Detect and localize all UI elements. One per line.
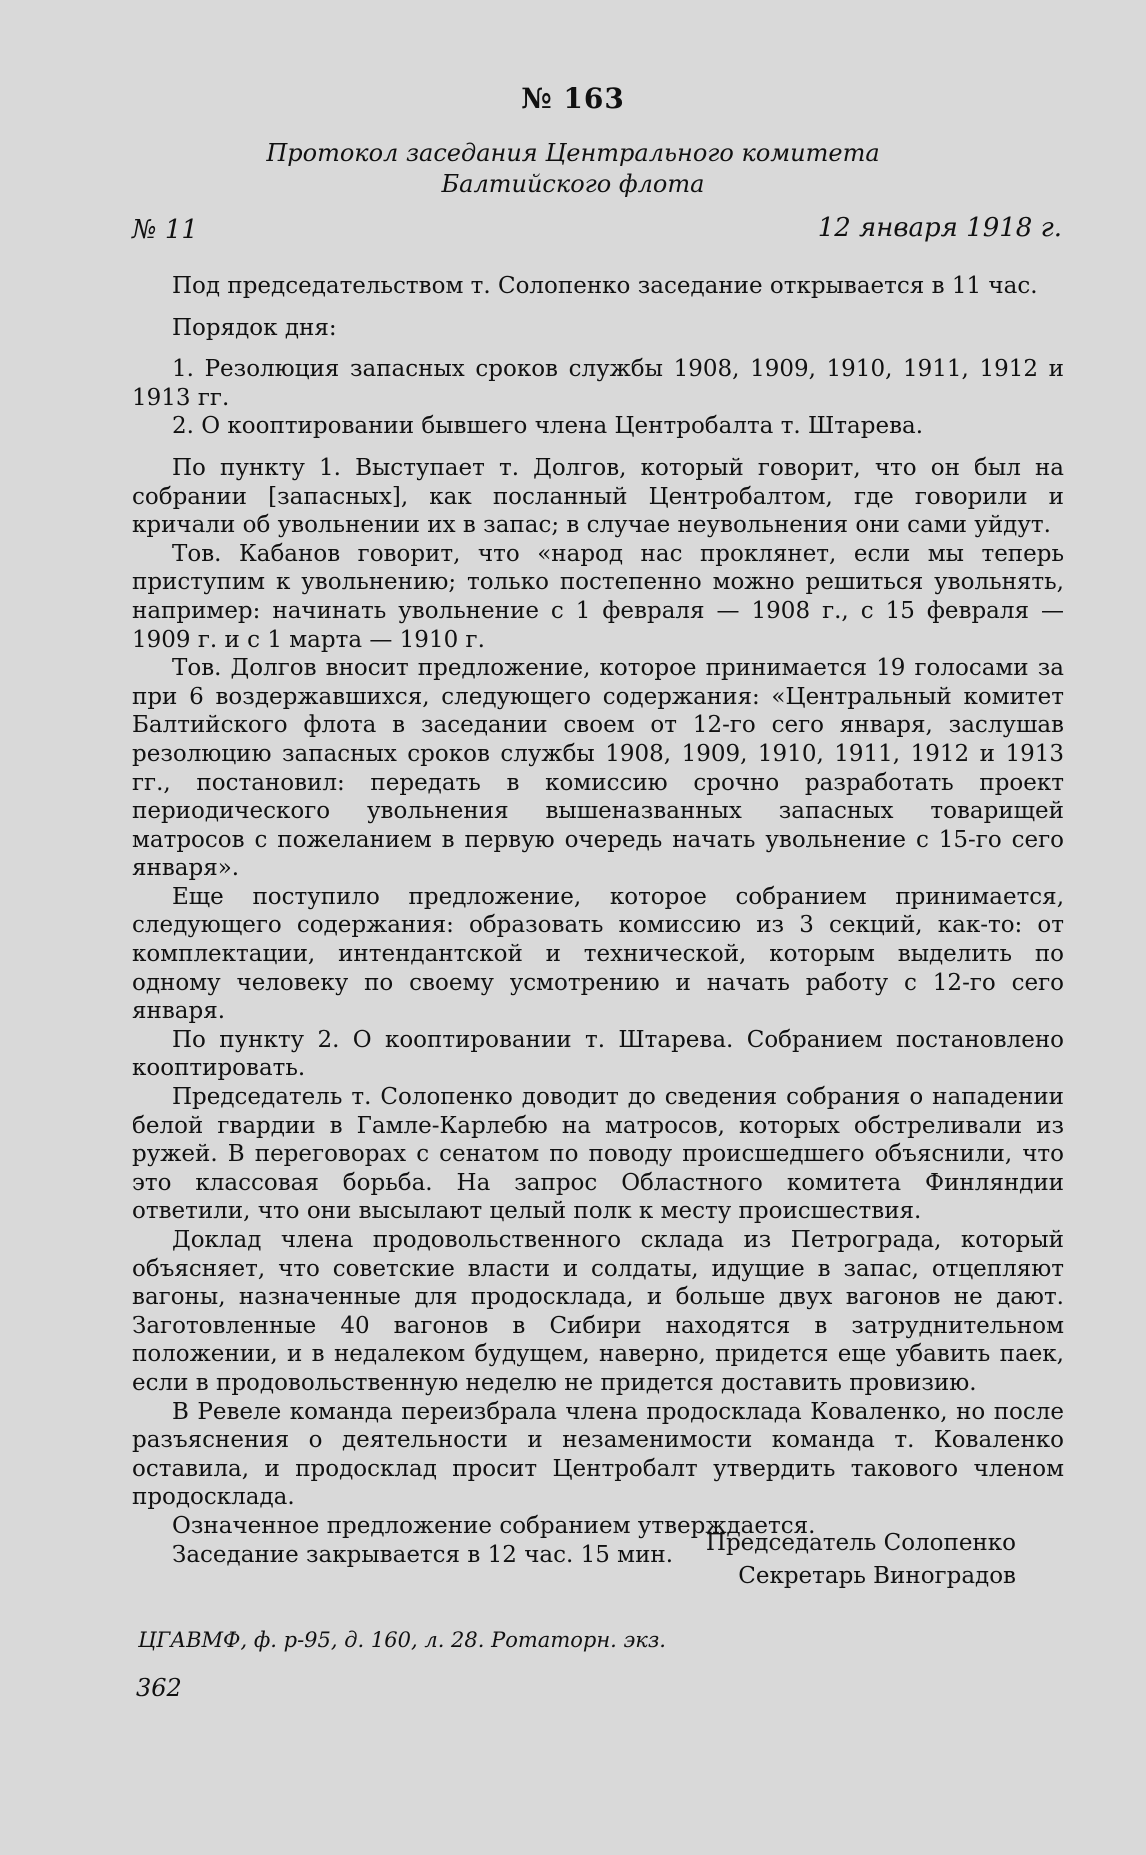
page-number: 362 (136, 1674, 182, 1702)
agenda-item-2: 2. О кооптировании бывшего члена Центробалта т. Штарева. (172, 413, 924, 440)
document-body (132, 272, 1064, 1569)
archive-source-note: ЦГАВМФ, ф. р-95, д. 160, л. 28. Ротаторн. экз. (138, 1628, 666, 1652)
protocol-number: № 11 (132, 215, 198, 245)
protocol-date: 12 января 1918 г. (817, 213, 1062, 243)
paragraph-reval-kovalenko: В Ревеле команда переизбрала члена продосклада Коваленко, но после разъяснения о деятельности и незаменимости команда т. Коваленко оставила, и продосклад просит Центробалт утвердить такового членом продосклада. (132, 1398, 1064, 1511)
paragraph-chairman-opening: Под председательством т. Солопенко заседание открывается в 11 час. (172, 273, 1038, 299)
paragraph-meeting-closed: Заседание закрывается в 12 час. 15 мин. (172, 1541, 674, 1568)
paragraph-proposal-approved: Означенное предложение собранием утверждается. (172, 1512, 816, 1539)
title-line-2: Балтийского флота (441, 170, 705, 198)
document-number: № 163 (521, 82, 625, 115)
paragraph-dolgov-speech: По пункту 1. Выступает т. Долгов, который говорит, что он был на собрании [запасных], как посланный Центробалтом, где говорили и кричали об увольнении их в запас; в случае неувольнения они сами уйдут. (132, 454, 1064, 539)
title-line-1: Протокол заседания Центрального комитета (266, 139, 880, 167)
signature-chair: Председатель Солопенко (705, 1530, 1016, 1556)
signatures (0, 1527, 1016, 1593)
document-title (0, 138, 1146, 200)
paragraph-item-2-decision: По пункту 2. О кооптировании т. Штарева. Собранием постановлено кооптировать. (132, 1026, 1064, 1082)
paragraph-white-guard-attack: Председатель т. Солопенко доводит до сведения собрания о нападении белой гвардии в Гамле-Карлебю на матросов, которых обстреливали из ружей. В переговорах с сенатом по поводу происшедшего объяснили, что это классовая борьба. На запрос Областного комитета Финляндии ответили, что они высылают целый полк к месту происшествия. (132, 1084, 1064, 1225)
paragraph-agenda-heading: Порядок дня: (172, 314, 337, 341)
signature-secretary: Секретарь Виноградов (738, 1563, 1016, 1589)
paragraph-kabanov-speech: Тов. Кабанов говорит, что «народ нас проклянет, если мы теперь приступим к увольнению; только постепенно можно решиться увольнять, например: начинать увольнение с 1 февраля — 1908 г., с 15 февраля — 1909 г. и с 1 марта — 1910 г. (132, 540, 1064, 653)
paragraph-dolgov-proposal: Тов. Долгов вносит предложение, которое принимается 19 голосами за при 6 воздержавшихся, следующего содержания: «Центральный комитет Балтийского флота в заседании своем от 12-го сего января, заслушав резолюцию запасных сроков службы 1908, 1909, 1910, 1911, 1912 и 1913 гг., постановил: передать в комиссию срочно разработать проект периодического увольнения вышеназванных запасных товарищей матросов с пожеланием в первую очередь начать увольнение с 15-го сего января». (132, 655, 1064, 882)
paragraph-commission-proposal: Еще поступило предложение, которое собранием принимается, следующего содержания: образовать комиссию из 3 секций, как-то: от комплектации, интендантской и технической, которым выделить по одному человеку по своему усмотрению и начать работу с 12-го сего января. (132, 883, 1064, 1025)
agenda-item-1: 1. Резолюция запасных сроков службы 1908, 1909, 1910, 1911, 1912 и 1913 гг. (132, 356, 1064, 411)
paragraph-food-depot-report: Доклад члена продовольственного склада из Петрограда, который объясняет, что советские власти и солдаты, идущие в запас, отцепляют вагоны, назначенные для продосклада, и больше двух вагонов не дают. Заготовленные 40 вагонов в Сибири находятся в затруднительном положении, и в недалеком будущем, наверно, придется еще убавить паек, если в продовольственную неделю не придется доставить провизию. (132, 1227, 1064, 1396)
